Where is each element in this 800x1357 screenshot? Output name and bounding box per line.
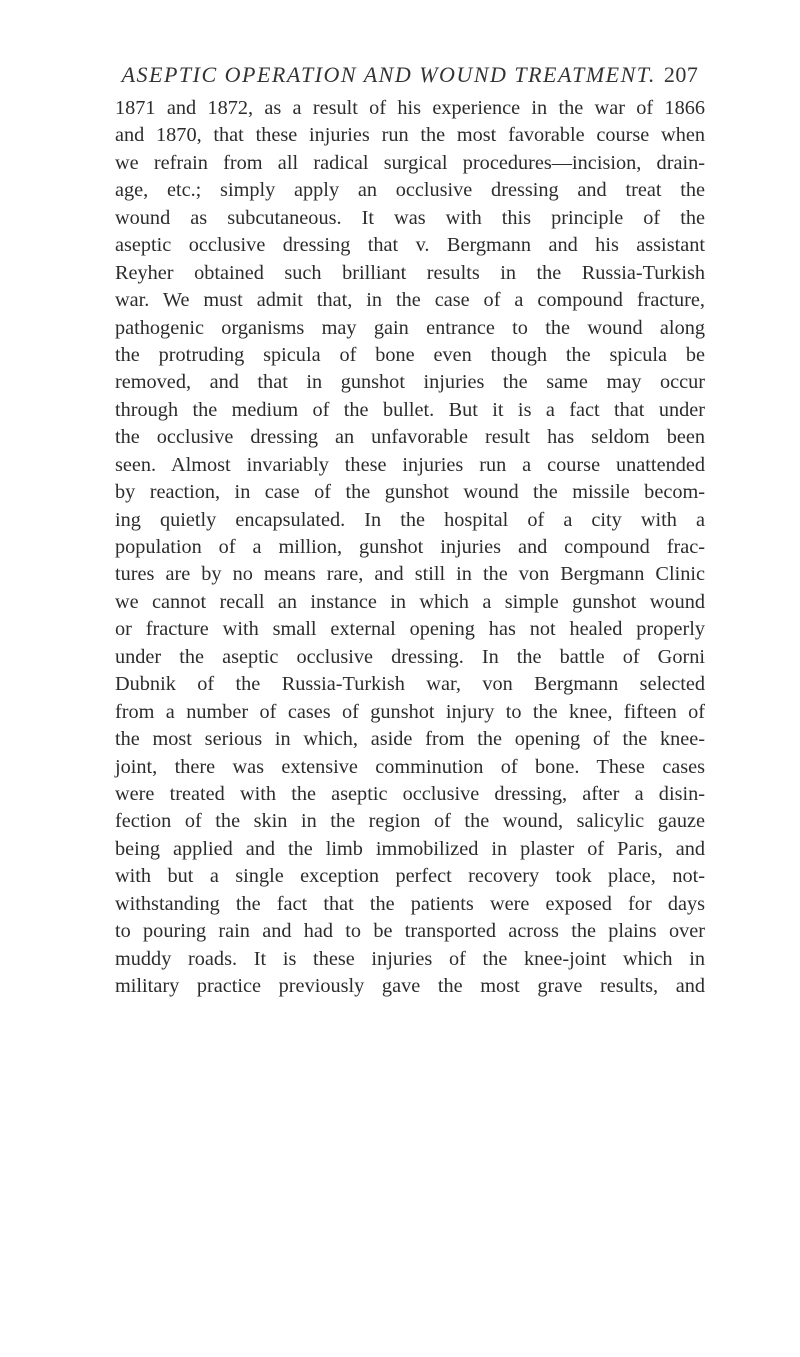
text-line: from a number of cases of gunshot injury to the knee, fifteen of [115,700,705,723]
text-line: the occlusive dressing an unfavorable result has seldom been [115,426,705,449]
text-line: through the medium of the bullet. But it is a fact that under [115,398,705,421]
text-line: wound as subcutaneous. It was with this principle of the [115,206,705,229]
text-line: were treated with the aseptic occlusive dressing, after a disin- [115,782,705,805]
running-title: ASEPTIC OPERATION AND WOUND TREATMENT. [121,62,656,87]
text-line: war. We must admit that, in the case of a compound fracture, [115,289,705,312]
running-head [110,62,710,92]
text-line: and 1870, that these injuries run the most favorable course when [115,124,705,147]
text-line: military practice previously gave the most grave results, and [115,975,705,997]
text-line: we refrain from all radical surgical procedures—incision, drain- [115,151,705,174]
text-line: 1871 and 1872, as a result of his experience in the war of 1866 [115,97,705,119]
text-line: or fracture with small external opening has not healed properly [115,618,705,641]
text-line: ing quietly encapsulated. In the hospital of a city with a [115,508,705,531]
text-line: under the aseptic occlusive dressing. In the battle of Gorni [115,645,705,668]
text-line: age, etc.; simply apply an occlusive dressing and treat the [115,179,705,202]
text-line: the protruding spicula of bone even though the spicula be [115,343,705,366]
text-line: to pouring rain and had to be transported across the plains over [115,920,705,943]
text-line: the most serious in which, aside from the opening of the knee- [115,728,705,751]
page-number: 207 [663,62,699,87]
text-line: population of a million, gunshot injuries and compound frac- [115,536,705,558]
text-line: Dubnik of the Russia-Turkish war, von Bergmann selected [115,673,705,696]
text-line: Reyher obtained such brilliant results in the Russia-Turkish [115,261,705,284]
text-line: fection of the skin in the region of the wound, salicylic gauze [115,810,705,833]
body-paragraph [115,95,705,1000]
text-line: being applied and the limb immobilized in plaster of Paris, and [115,837,705,860]
text-line: pathogenic organisms may gain entrance to the wound along [115,316,705,339]
text-line: joint, there was extensive comminution of bone. These cases [115,755,705,778]
text-line: tures are by no means rare, and still in the von Bergmann Clinic [115,563,705,586]
text-line: seen. Almost invariably these injuries run a course unattended [115,453,705,476]
text-line: removed, and that in gunshot injuries the same may occur [115,371,705,394]
text-line: with but a single exception perfect recovery took place, not- [115,865,705,888]
text-line: we cannot recall an instance in which a simple gunshot wound [115,590,705,613]
text-line: muddy roads. It is these injuries of the knee-joint which in [115,947,705,970]
text-line: withstanding the fact that the patients were exposed for days [115,892,705,915]
text-line: by reaction, in case of the gunshot wound the missile becom- [115,481,705,504]
text-line: aseptic occlusive dressing that v. Bergmann and his assistant [115,234,705,257]
